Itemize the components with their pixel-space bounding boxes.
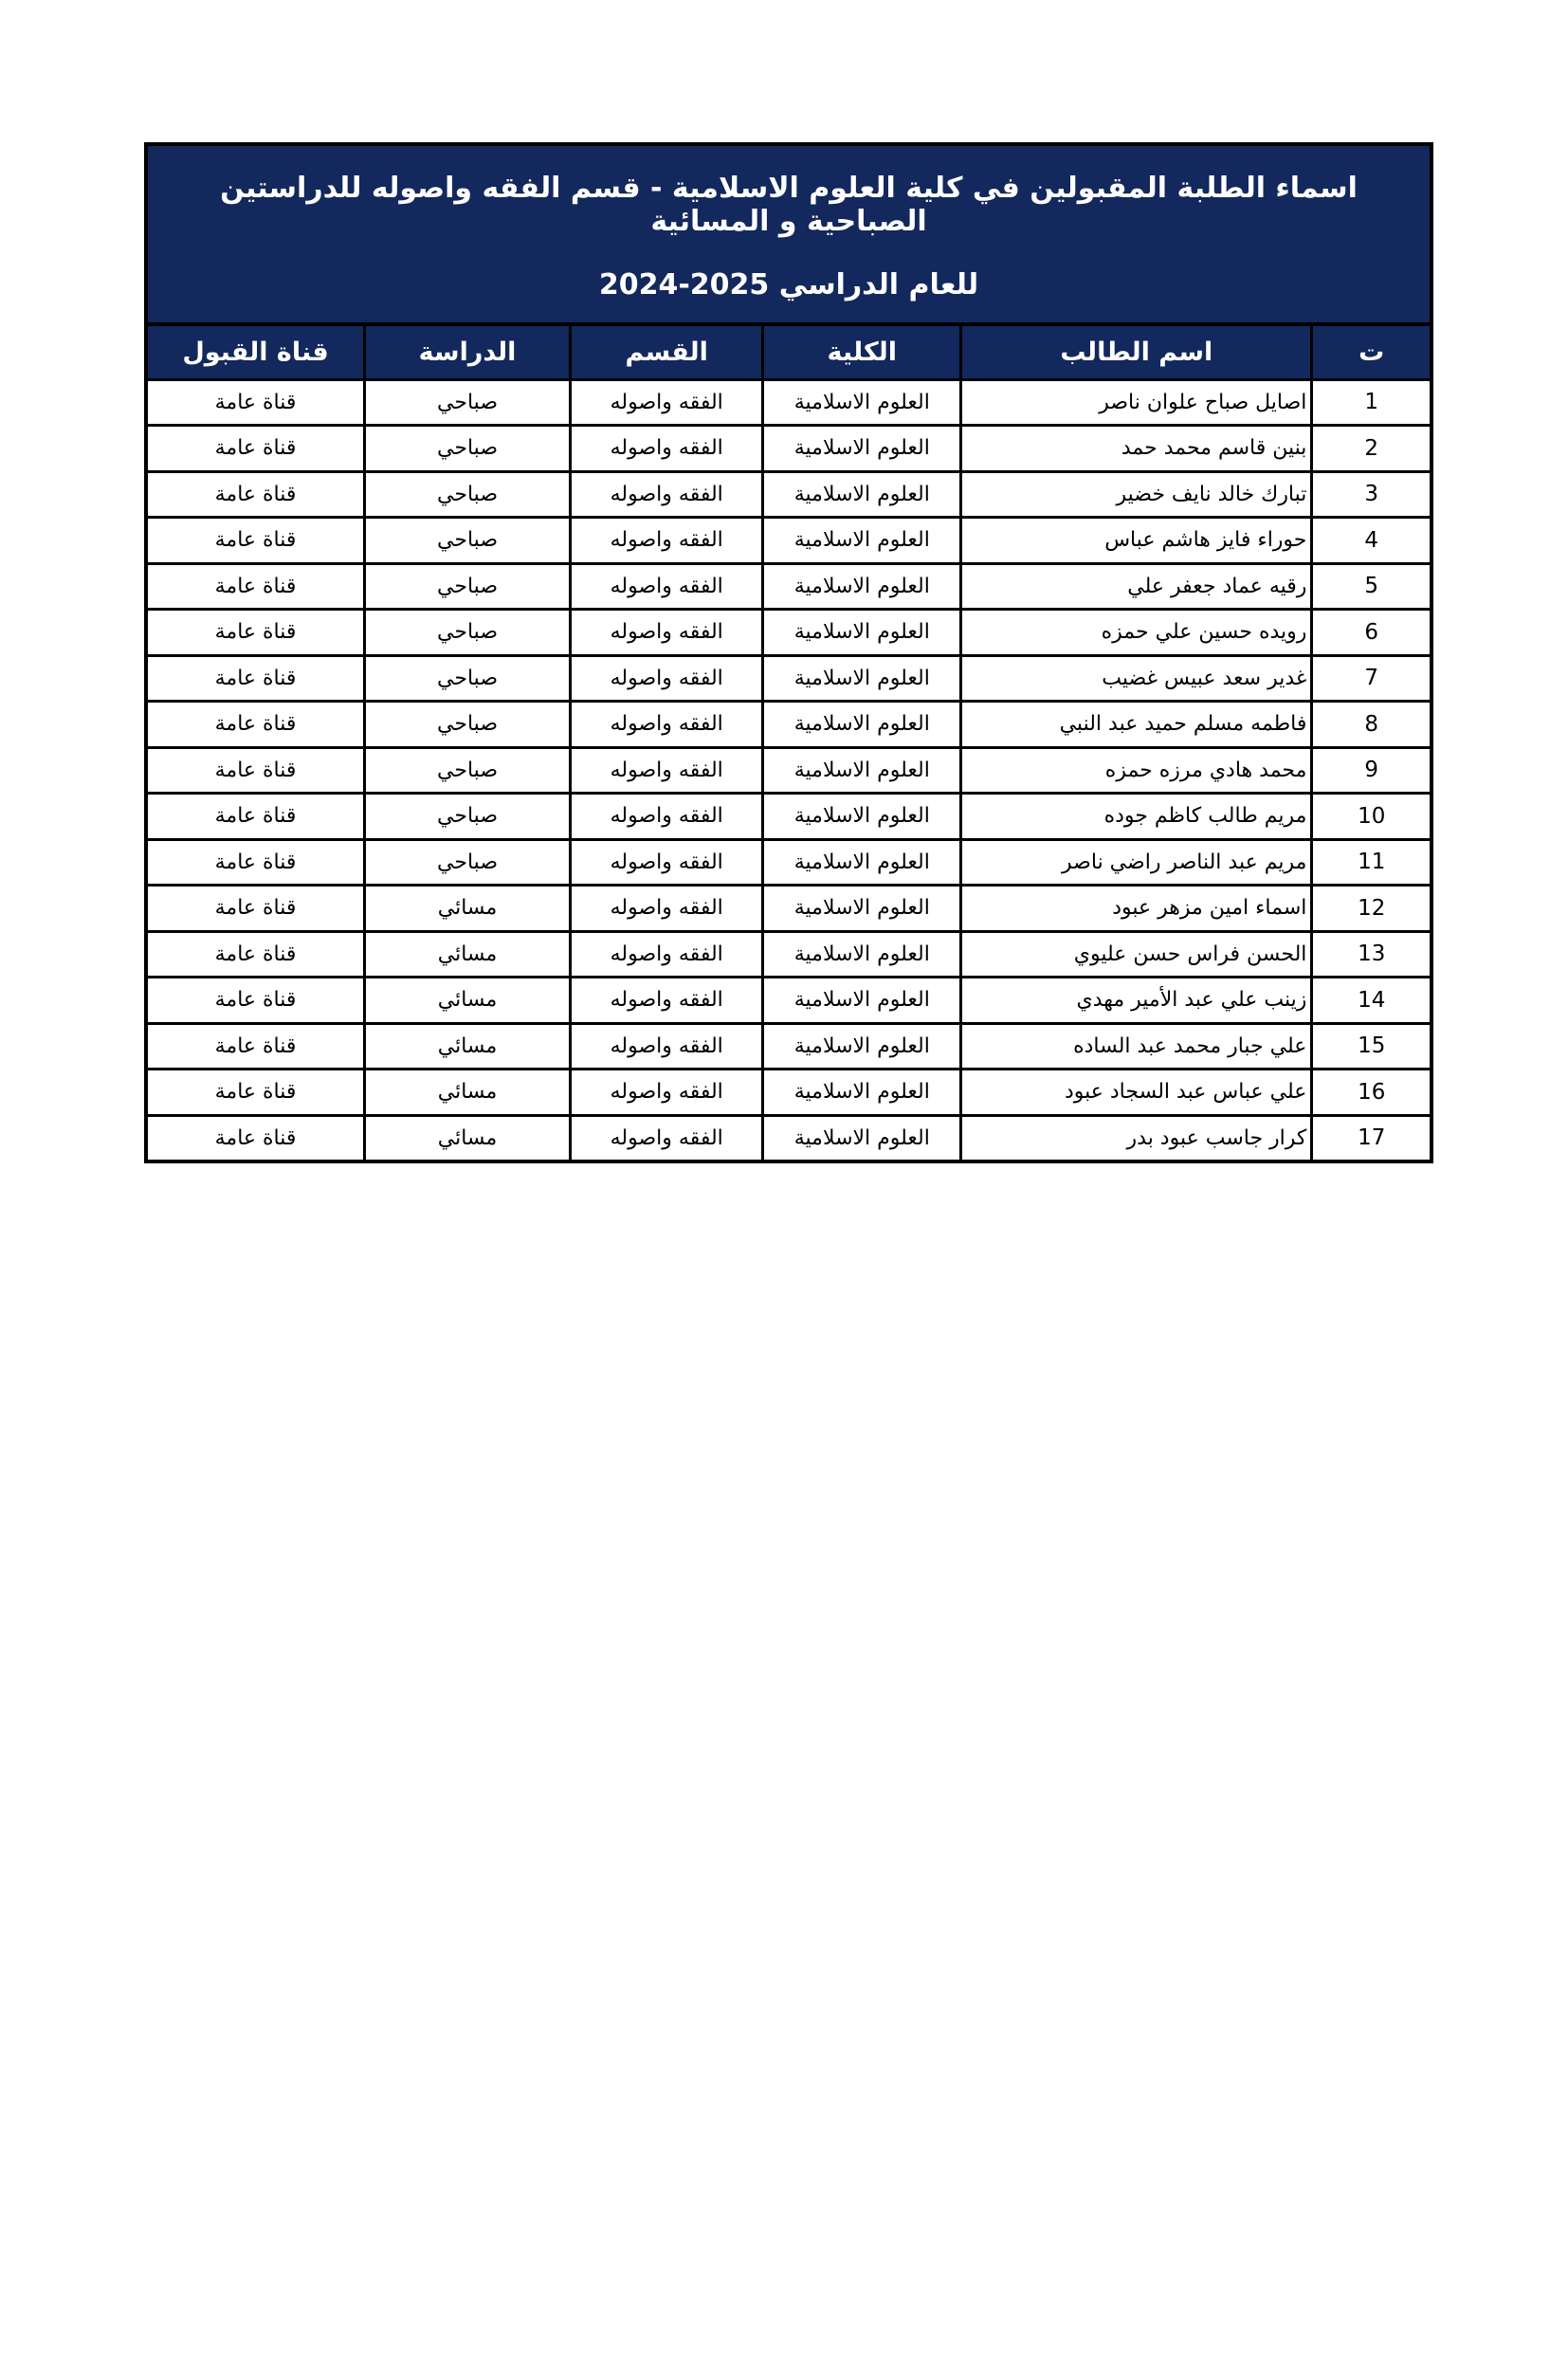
study-cell: مسائي — [365, 1070, 571, 1116]
department-cell: الفقه واصوله — [571, 747, 763, 794]
college-cell: العلوم الاسلامية — [763, 839, 961, 886]
department-cell: الفقه واصوله — [571, 839, 763, 886]
admission-channel-cell: قناة عامة — [146, 610, 365, 656]
table-row — [146, 518, 1431, 564]
department-cell: الفقه واصوله — [571, 886, 763, 932]
admission-channel-cell: قناة عامة — [146, 379, 365, 426]
student-name-cell: مريم طالب كاظم جوده — [961, 794, 1312, 840]
study-cell: مسائي — [365, 1023, 571, 1070]
table-row — [146, 747, 1431, 794]
row-number-cell: 5 — [1312, 563, 1431, 610]
table-row — [146, 610, 1431, 656]
student-name-cell: فاطمه مسلم حميد عبد النبي — [961, 702, 1312, 748]
study-cell: صباحي — [365, 379, 571, 426]
table-row — [146, 471, 1431, 518]
admission-channel-cell: قناة عامة — [146, 931, 365, 978]
row-number-cell: 3 — [1312, 471, 1431, 518]
student-name-cell: اصايل صباح علوان ناصر — [961, 379, 1312, 426]
table-row — [146, 1070, 1431, 1116]
table-row — [146, 1115, 1431, 1161]
study-cell: مسائي — [365, 1115, 571, 1161]
department-cell: الفقه واصوله — [571, 610, 763, 656]
table-row — [146, 702, 1431, 748]
college-cell: العلوم الاسلامية — [763, 886, 961, 932]
student-name-cell: اسماء امين مزهر عبود — [961, 886, 1312, 932]
department-cell: الفقه واصوله — [571, 931, 763, 978]
study-cell: صباحي — [365, 839, 571, 886]
row-number-cell: 6 — [1312, 610, 1431, 656]
table-row — [146, 886, 1431, 932]
table-row — [146, 931, 1431, 978]
admission-channel-cell: قناة عامة — [146, 471, 365, 518]
row-number-cell: 12 — [1312, 886, 1431, 932]
department-cell: الفقه واصوله — [571, 563, 763, 610]
study-cell: صباحي — [365, 610, 571, 656]
college-cell: العلوم الاسلامية — [763, 702, 961, 748]
admission-channel-cell: قناة عامة — [146, 1023, 365, 1070]
student-name-cell: زينب علي عبد الأمير مهدي — [961, 978, 1312, 1024]
study-cell: صباحي — [365, 518, 571, 564]
row-number-cell: 13 — [1312, 931, 1431, 978]
row-number-cell: 15 — [1312, 1023, 1431, 1070]
student-name-cell: رويده حسين علي حمزه — [961, 610, 1312, 656]
row-number-cell: 9 — [1312, 747, 1431, 794]
row-number-cell: 16 — [1312, 1070, 1431, 1116]
admission-channel-cell: قناة عامة — [146, 794, 365, 840]
department-cell: الفقه واصوله — [571, 702, 763, 748]
table-row — [146, 563, 1431, 610]
table-row — [146, 426, 1431, 472]
row-number-cell: 8 — [1312, 702, 1431, 748]
department-cell: الفقه واصوله — [571, 1070, 763, 1116]
admission-channel-cell: قناة عامة — [146, 1115, 365, 1161]
admission-channel-cell: قناة عامة — [146, 426, 365, 472]
table-body — [146, 379, 1431, 1161]
college-cell: العلوم الاسلامية — [763, 563, 961, 610]
student-name-cell: كرار جاسب عبود بدر — [961, 1115, 1312, 1161]
admission-channel-cell: قناة عامة — [146, 978, 365, 1024]
department-cell: الفقه واصوله — [571, 471, 763, 518]
table-row — [146, 655, 1431, 702]
document-page — [144, 142, 1433, 1163]
student-name-cell: علي جبار محمد عبد الساده — [961, 1023, 1312, 1070]
department-cell: الفقه واصوله — [571, 426, 763, 472]
department-cell: الفقه واصوله — [571, 1023, 763, 1070]
students-table — [144, 322, 1433, 1163]
department-cell: الفقه واصوله — [571, 794, 763, 840]
study-cell: صباحي — [365, 702, 571, 748]
college-cell: العلوم الاسلامية — [763, 747, 961, 794]
student-name-cell: مريم عبد الناصر راضي ناصر — [961, 839, 1312, 886]
admission-channel-cell: قناة عامة — [146, 563, 365, 610]
table-header-row — [146, 324, 1431, 379]
row-number-cell: 4 — [1312, 518, 1431, 564]
study-cell: صباحي — [365, 794, 571, 840]
title-banner — [144, 142, 1433, 322]
college-cell: العلوم الاسلامية — [763, 471, 961, 518]
study-cell: صباحي — [365, 563, 571, 610]
row-number-cell: 11 — [1312, 839, 1431, 886]
col-header-college: الكلية — [763, 324, 961, 379]
student-name-cell: علي عباس عبد السجاد عبود — [961, 1070, 1312, 1116]
table-row — [146, 379, 1431, 426]
department-cell: الفقه واصوله — [571, 1115, 763, 1161]
col-header-department: القسم — [571, 324, 763, 379]
col-header-student-name: اسم الطالب — [961, 324, 1312, 379]
college-cell: العلوم الاسلامية — [763, 1115, 961, 1161]
study-cell: صباحي — [365, 426, 571, 472]
admission-channel-cell: قناة عامة — [146, 702, 365, 748]
study-cell: صباحي — [365, 747, 571, 794]
study-cell: صباحي — [365, 655, 571, 702]
admission-channel-cell: قناة عامة — [146, 839, 365, 886]
college-cell: العلوم الاسلامية — [763, 610, 961, 656]
col-header-admission-channel: قناة القبول — [146, 324, 365, 379]
admission-channel-cell: قناة عامة — [146, 518, 365, 564]
department-cell: الفقه واصوله — [571, 518, 763, 564]
college-cell: العلوم الاسلامية — [763, 518, 961, 564]
study-cell: مسائي — [365, 886, 571, 932]
department-cell: الفقه واصوله — [571, 655, 763, 702]
table-row — [146, 1023, 1431, 1070]
col-header-study: الدراسة — [365, 324, 571, 379]
student-name-cell: حوراء فايز هاشم عباس — [961, 518, 1312, 564]
student-name-cell: الحسن فراس حسن عليوي — [961, 931, 1312, 978]
college-cell: العلوم الاسلامية — [763, 794, 961, 840]
col-header-index: ت — [1312, 324, 1431, 379]
study-cell: صباحي — [365, 471, 571, 518]
college-cell: العلوم الاسلامية — [763, 931, 961, 978]
row-number-cell: 2 — [1312, 426, 1431, 472]
table-row — [146, 839, 1431, 886]
table-row — [146, 794, 1431, 840]
student-name-cell: رقيه عماد جعفر علي — [961, 563, 1312, 610]
row-number-cell: 7 — [1312, 655, 1431, 702]
college-cell: العلوم الاسلامية — [763, 1070, 961, 1116]
admission-channel-cell: قناة عامة — [146, 747, 365, 794]
college-cell: العلوم الاسلامية — [763, 1023, 961, 1070]
student-name-cell: غدير سعد عبيس غضيب — [961, 655, 1312, 702]
department-cell: الفقه واصوله — [571, 978, 763, 1024]
row-number-cell: 1 — [1312, 379, 1431, 426]
table-row — [146, 978, 1431, 1024]
college-cell: العلوم الاسلامية — [763, 978, 961, 1024]
admission-channel-cell: قناة عامة — [146, 886, 365, 932]
department-cell: الفقه واصوله — [571, 379, 763, 426]
admission-channel-cell: قناة عامة — [146, 655, 365, 702]
table-header — [146, 324, 1431, 379]
student-name-cell: بنين قاسم محمد حمد — [961, 426, 1312, 472]
study-cell: مسائي — [365, 978, 571, 1024]
row-number-cell: 17 — [1312, 1115, 1431, 1161]
student-name-cell: محمد هادي مرزه حمزه — [961, 747, 1312, 794]
admission-channel-cell: قناة عامة — [146, 1070, 365, 1116]
academic-year-subtitle: للعام الدراسي 2025-2024 — [598, 267, 979, 302]
row-number-cell: 10 — [1312, 794, 1431, 840]
row-number-cell: 14 — [1312, 978, 1431, 1024]
college-cell: العلوم الاسلامية — [763, 379, 961, 426]
study-cell: مسائي — [365, 931, 571, 978]
college-cell: العلوم الاسلامية — [763, 655, 961, 702]
page-title: اسماء الطلبة المقبولين في كلية العلوم الاسلامية - قسم الفقه واصوله للدراستين الصباحية و المسائية — [220, 171, 1358, 238]
student-name-cell: تبارك خالد نايف خضير — [961, 471, 1312, 518]
college-cell: العلوم الاسلامية — [763, 426, 961, 472]
